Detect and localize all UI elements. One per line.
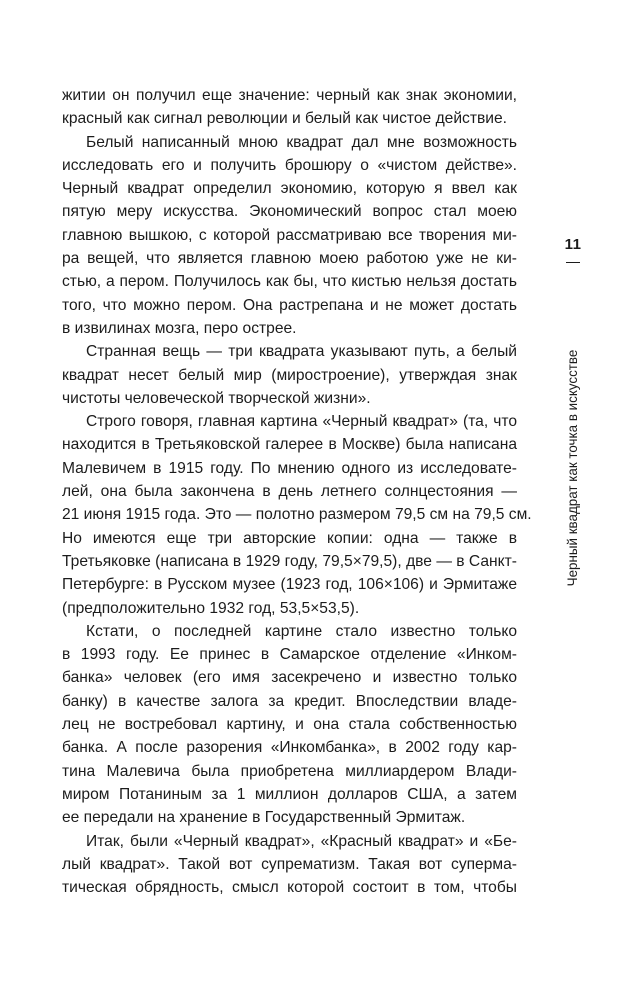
text-line: Строго говоря, главная картина «Черный квадрат» (та, что bbox=[86, 413, 517, 431]
text-line: красный как сигнал революции и белый как чистое действие. bbox=[62, 110, 507, 128]
text-line: стью, а пером. Получилось как бы, что кистью нельзя достать bbox=[62, 273, 517, 291]
text-line: ра вещей, что является главною моею работою уже не ки- bbox=[62, 250, 517, 268]
text-line: житии он получил еще значение: черный как знак экономии, bbox=[62, 87, 517, 104]
text-line: банка. А после разорения «Инкомбанка», в 2002 году кар- bbox=[62, 739, 517, 757]
paragraph bbox=[62, 830, 517, 900]
margin-divider bbox=[566, 262, 580, 263]
text-line: Петербурге: в Русском музее (1923 год, 106×106) и Эрмитаже bbox=[62, 576, 517, 594]
text-line: лец не востребовал картину, и она стала собственностью bbox=[62, 716, 517, 734]
text-line: пятую меру искусства. Экономический вопрос стал моею bbox=[62, 203, 517, 221]
paragraph bbox=[62, 84, 517, 131]
body-text bbox=[62, 84, 532, 899]
text-line: миром Потаниным за 1 миллион долларов США, а затем bbox=[62, 785, 517, 803]
text-line: Малевичем в 1915 году. По мнению одного из исследовате- bbox=[62, 459, 517, 477]
running-head: Черный квадрат как точка в искусстве bbox=[565, 349, 580, 587]
text-line: банка» человек (его имя засекречено и известно только bbox=[62, 669, 517, 687]
text-line: в 1993 году. Ее принес в Самарское отделение «Инком- bbox=[62, 646, 517, 664]
text-line: Кстати, о последней картине стало известно только bbox=[86, 622, 517, 640]
text-line: находится в Третьяковской галерее в Москве) была написана bbox=[62, 436, 517, 454]
text-line: квадрат несет белый мир (миростроение), утверждая знак bbox=[62, 366, 517, 384]
text-line: Странная вещь — три квадрата указывают путь, а белый bbox=[86, 343, 517, 361]
text-line: того, что можно пером. Она растрепана и не может достать bbox=[62, 296, 517, 314]
text-line: главною вышкою, с которой рассматриваю все творения ми- bbox=[62, 226, 517, 244]
text-line: лей, она была закончена в день летнего солнцестояния — bbox=[62, 483, 517, 501]
paragraph bbox=[62, 131, 517, 341]
page-number: 11 bbox=[564, 236, 582, 253]
text-line: чистоты человеческой творческой жизни». bbox=[62, 389, 371, 407]
text-line: тическая обрядность, смысл которой состоит в том, чтобы bbox=[62, 879, 517, 897]
text-line: банку) в качестве залога за кредит. Впоследствии владе- bbox=[62, 692, 517, 710]
text-line: Белый написанный мною квадрат дал мне возможность bbox=[86, 133, 517, 151]
text-line: тина Малевича была приобретена миллиардером Влади- bbox=[62, 762, 517, 780]
text-line: Черный квадрат определил экономию, которую я ввел как bbox=[62, 180, 517, 198]
text-line: в извилинах мозга, перо острее. bbox=[62, 319, 297, 337]
text-line: ее передали на хранение в Государственный Эрмитаж. bbox=[62, 809, 466, 827]
text-line: лый квадрат». Такой вот супрематизм. Такая вот суперма- bbox=[62, 855, 517, 873]
text-line: Итак, были «Черный квадрат», «Красный квадрат» и «Бе- bbox=[86, 832, 517, 850]
text-line: (предположительно 1932 год, 53,5×53,5). bbox=[62, 599, 360, 617]
paragraph bbox=[62, 620, 517, 830]
text-line: исследовать его и получить брошюру о «чистом действе». bbox=[62, 156, 517, 174]
paragraph bbox=[62, 410, 532, 620]
text-line: Третьяковке (написана в 1929 году, 79,5×79,5), две — в Санкт- bbox=[62, 552, 517, 570]
paragraph bbox=[62, 340, 517, 410]
text-line: 21 июня 1915 года. Это — полотно размером 79,5 см на 79,5 см. bbox=[62, 506, 532, 524]
text-line: Но имеются еще три авторские копии: одна — также в bbox=[62, 529, 517, 547]
